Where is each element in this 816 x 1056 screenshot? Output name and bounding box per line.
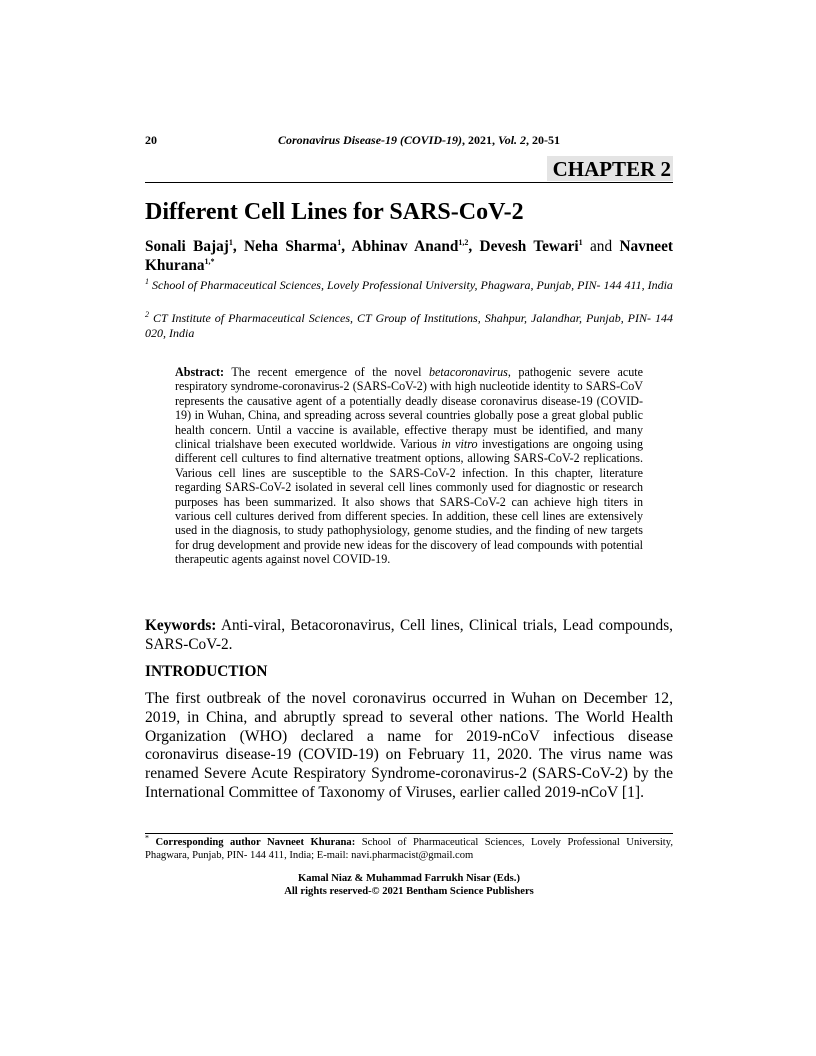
abstract-italic-term: betacoronavirus [429, 365, 508, 379]
footnote-mark: * [145, 833, 149, 843]
affiliation-text: CT Institute of Pharmaceutical Sciences, CT Group of Institutions, Shahpur, Jalandhar, Punjab, PIN- 144 020, India [145, 311, 673, 340]
page-number: 20 [145, 133, 157, 147]
journal-year: , 2021, [462, 133, 499, 147]
footnote-label: Corresponding author Navneet Khurana: [149, 837, 356, 848]
journal-volume: Vol. 2 [498, 133, 527, 147]
author-list [145, 237, 673, 275]
footnote-divider [145, 833, 673, 834]
section-heading: INTRODUCTION [145, 663, 268, 680]
affiliation-text: School of Pharmaceutical Sciences, Lovely Professional University, Phagwara, Punjab, PIN- 144 411, India [152, 278, 673, 292]
abstract-text: , pathogenic severe acute respiratory syndrome-coronavirus-2 (SARS-CoV-2) with high nucleotide identity to SARS-CoV represents the causative agent of a potentially deadly disease coronavirus disease-19 (COVID-19) in Wuhan, China, and spreading across several countries globally pose a great global public health concern. Until a vaccine is available, effective therapy must be identified, and many clinical trialshave been executed worldwide. Various [175, 365, 644, 452]
keywords [145, 616, 673, 654]
paper-title: Different Cell Lines for SARS-CoV-2 [145, 199, 524, 225]
author-affiliation-mark: 1,2 [458, 237, 469, 247]
author-affiliation-mark: 1 [578, 237, 583, 247]
journal-pages: , 20-51 [526, 133, 561, 147]
publisher-credits [145, 872, 673, 898]
author-separator: , [341, 238, 352, 255]
abstract-label: Abstract: [175, 365, 225, 379]
author-separator [583, 238, 590, 255]
editors-line: Kamal Niaz & Muhammad Farrukh Nisar (Eds.) [298, 873, 520, 884]
abstract-text: The recent emergence of the novel [231, 365, 429, 379]
rights-line: All rights reserved-© 2021 Bentham Science Publishers [284, 886, 534, 897]
journal-citation [278, 133, 560, 148]
abstract-italic-term: in vitro [441, 437, 478, 452]
footnote [145, 833, 673, 862]
author-affiliation-mark: 1 [337, 237, 342, 247]
keywords-text: Anti-viral, Betacoronavirus, Cell lines, Clinical trials, Lead compounds, SARS-CoV-2. [145, 617, 673, 653]
author-name: Neha Sharma [244, 238, 338, 255]
affiliation [145, 311, 673, 341]
author-name: Sonali Bajaj [145, 238, 229, 255]
affiliation-mark: 1 [145, 277, 149, 286]
keywords-label: Keywords: [145, 617, 217, 634]
abstract [175, 365, 643, 567]
author-name: Abhinav Anand [351, 238, 459, 255]
introduction-paragraph: The first outbreak of the novel coronavirus occurred in Wuhan on December 12, 2019, in China, and abruptly spread to several other nations. The World Health Organization (WHO) declared a name for 2019-nCoV infectious disease coronavirus disease-19 (COVID-19) on February 11, 2020. The virus name was renamed Severe Acute Respiratory Syndrome-coronavirus-2 (SARS-CoV-2) by the International Committee of Taxonomy of Viruses, earlier called 2019-nCoV [1]. [145, 690, 673, 801]
author-separator: , [468, 238, 480, 255]
author-affiliation-mark: 1 [228, 237, 233, 247]
author-name: Navneet Khurana [145, 238, 673, 274]
header-divider [145, 182, 673, 183]
abstract-text: investigations are ongoing using different cell cultures to find alternative treatment options, allowing SARS-CoV-2 replications. Various cell lines are susceptible to the SARS-CoV-2 infection. In this chapter, literature regarding SARS-CoV-2 isolated in several cell lines commonly used for diagnostic or research purposes has been summarized. It also shows that SARS-CoV-2 can achieve high titers in various cell cultures derived from different species. In addition, these cell lines are extensively used in the diagnosis, to study pathophysiology, genome studies, and the finding of new targets for drug development and provide new ideas for the discovery of lead compounds with potential therapeutic agents against novel COVID-19. [175, 437, 643, 567]
chapter-label: CHAPTER 2 [547, 156, 673, 181]
affiliation-mark: 2 [145, 310, 149, 319]
affiliation [145, 278, 673, 293]
journal-name: Coronavirus Disease-19 (COVID-19) [278, 133, 463, 147]
footnote-text: School of Pharmaceutical Sciences, Lovely Professional University, Phagwara, Punjab, PIN- 144 411, India; E-mail: navi.pharmacist@gmail.com [145, 837, 673, 861]
author-conjunction: and [590, 238, 613, 255]
author-affiliation-mark: 1,* [204, 256, 215, 266]
author-separator: , [232, 238, 245, 255]
author-name: Devesh Tewari [479, 238, 579, 255]
